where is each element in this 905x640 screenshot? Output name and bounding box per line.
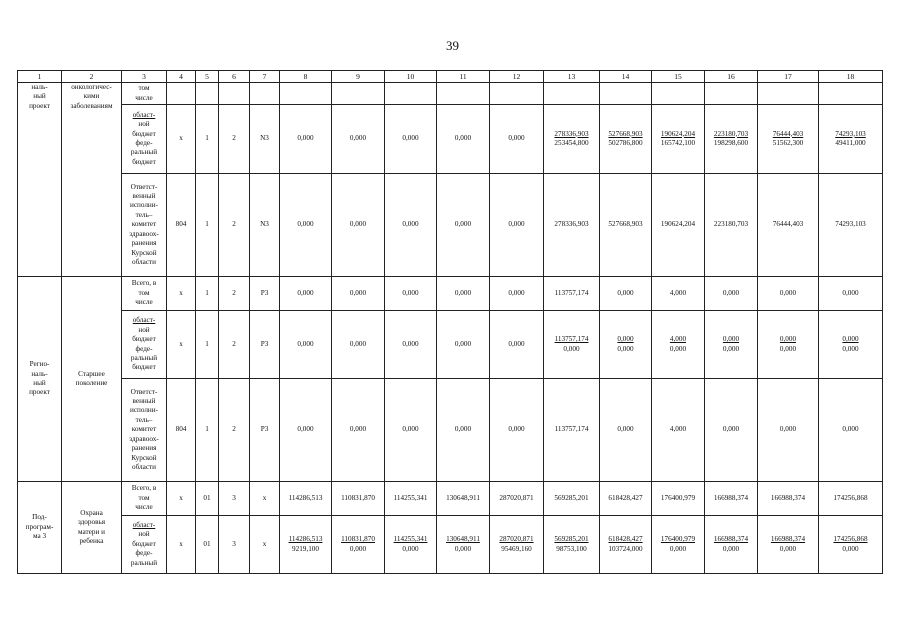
column-header: 3 — [122, 71, 167, 83]
cell-line: тель– — [135, 210, 153, 219]
value-cell: 01 — [196, 516, 219, 574]
value-cell — [437, 516, 490, 574]
value-cell: 0,000 — [437, 105, 490, 174]
cell-line: 0,000 — [779, 544, 797, 553]
column-header: 7 — [250, 71, 280, 83]
value-cell — [600, 516, 652, 574]
value-cell — [819, 311, 883, 379]
value-cell — [652, 311, 705, 379]
value-cell: N3 — [250, 105, 280, 174]
value-cell — [332, 516, 385, 574]
cell-line: Регио- — [29, 360, 50, 369]
empty-cell — [167, 83, 196, 105]
cell-line: ребенка — [79, 536, 104, 545]
value-cell: x — [250, 516, 280, 574]
value-cell: 223180,703 — [705, 174, 758, 277]
column-header: 2 — [62, 71, 122, 83]
value-cell: x — [250, 482, 280, 516]
cell-line: 198298,600 — [713, 139, 749, 147]
cell-line: ранения — [131, 444, 157, 453]
cell-line: програм- — [25, 522, 54, 531]
cell-line: числе — [135, 298, 153, 307]
table-row — [18, 516, 883, 574]
value-cell: 110831,870 — [332, 482, 385, 516]
source-cell — [122, 105, 167, 174]
value-cell — [385, 516, 437, 574]
value-cell — [600, 311, 652, 379]
cell-line: 0,000 — [722, 344, 740, 353]
cell-line: 618428,427 — [608, 535, 643, 544]
cell-line: област- — [132, 110, 156, 119]
page-number: 39 — [446, 38, 459, 53]
table-row — [18, 83, 883, 105]
cell-line: 253454,800 — [554, 139, 589, 147]
cell-line: 98753,100 — [556, 544, 587, 553]
value-cell: 0,000 — [758, 379, 819, 482]
cell-line: онкологичес- — [71, 83, 112, 91]
cell-line: заболеваниям — [70, 101, 113, 110]
table-row — [18, 311, 883, 379]
value-cell: 0,000 — [705, 379, 758, 482]
cell-line: Старшее — [78, 369, 105, 378]
cell-line: 0,000 — [669, 344, 687, 353]
empty-cell — [332, 83, 385, 105]
value-cell: N3 — [250, 174, 280, 277]
cell-line: 114286,513 — [288, 535, 323, 544]
value-cell: 2 — [219, 277, 250, 311]
empty-cell — [385, 83, 437, 105]
cell-line: ральный — [130, 558, 158, 567]
value-cell: 0,000 — [490, 277, 544, 311]
column-header: 16 — [705, 71, 758, 83]
cell-line: ранения — [131, 239, 157, 248]
cell-line: бюджет — [132, 539, 156, 548]
cell-line: бюджет — [132, 335, 156, 344]
value-cell: x — [167, 277, 196, 311]
cell-line: ный — [33, 92, 46, 101]
empty-cell — [250, 83, 280, 105]
cell-line: Ответст- — [130, 182, 158, 191]
column-header: 4 — [167, 71, 196, 83]
cell-line: 74293,103 — [835, 129, 866, 138]
value-cell: 114255,341 — [385, 482, 437, 516]
value-cell: 0,000 — [385, 174, 437, 277]
value-cell: 0,000 — [280, 311, 332, 379]
value-cell: 2 — [219, 379, 250, 482]
source-cell — [122, 311, 167, 379]
cell-line: 174256,868 — [833, 535, 868, 544]
cell-line: наль- — [31, 83, 48, 91]
cell-line: том — [138, 288, 150, 297]
value-cell: 174256,868 — [819, 482, 883, 516]
table-row — [18, 277, 883, 311]
value-cell — [652, 516, 705, 574]
value-cell: 1 — [196, 174, 219, 277]
cell-line: матери и — [78, 527, 105, 536]
cell-line: комитет — [131, 425, 157, 434]
value-cell: 0,000 — [437, 379, 490, 482]
cell-line: 0,000 — [563, 344, 580, 353]
cell-line: Охрана — [80, 508, 103, 517]
cell-line: 165742,100 — [660, 139, 696, 147]
table-row — [18, 482, 883, 516]
value-cell: 166988,374 — [705, 482, 758, 516]
cell-line: 0,000 — [842, 335, 859, 344]
value-cell — [544, 311, 600, 379]
value-cell: 0,000 — [490, 311, 544, 379]
value-cell: x — [167, 516, 196, 574]
cell-line: 166988,374 — [713, 535, 749, 544]
cell-line: Ответст- — [130, 387, 158, 396]
cell-line: ной — [138, 325, 150, 334]
cell-line: Всего, в — [131, 484, 157, 493]
empty-cell — [437, 83, 490, 105]
value-cell: 0,000 — [437, 174, 490, 277]
column-header: 10 — [385, 71, 437, 83]
cell-line: здравоох- — [129, 229, 159, 238]
value-cell — [705, 105, 758, 174]
value-cell: 01 — [196, 482, 219, 516]
value-cell: 0,000 — [600, 379, 652, 482]
column-header-row — [18, 71, 883, 83]
cell-line: 0,000 — [842, 544, 859, 553]
cell-line: феде- — [135, 139, 153, 147]
column-header: 15 — [652, 71, 705, 83]
project-name-cell — [62, 482, 122, 574]
cell-line: област- — [132, 316, 156, 325]
cell-line: Всего, в — [131, 279, 157, 288]
value-cell: 0,000 — [437, 277, 490, 311]
value-cell: 0,000 — [332, 105, 385, 174]
value-cell: 114286,513 — [280, 482, 332, 516]
value-cell — [819, 516, 883, 574]
cell-line: Курской — [131, 453, 157, 462]
value-cell: 804 — [167, 174, 196, 277]
value-cell — [705, 516, 758, 574]
source-cell — [122, 174, 167, 277]
table-row — [18, 379, 883, 482]
project-type-cell — [18, 83, 62, 277]
column-header: 13 — [544, 71, 600, 83]
cell-line: 0,000 — [779, 335, 797, 344]
source-cell — [122, 83, 167, 105]
empty-cell — [819, 83, 883, 105]
value-cell: x — [167, 482, 196, 516]
cell-line: поколение — [75, 379, 108, 387]
cell-line: исполни- — [129, 201, 159, 210]
cell-line: ральный — [130, 353, 158, 362]
cell-line: 0,000 — [454, 544, 472, 553]
value-cell: 0,000 — [490, 105, 544, 174]
value-cell: P3 — [250, 311, 280, 379]
cell-line: том — [138, 84, 150, 93]
value-cell: 3 — [219, 482, 250, 516]
cell-line: ной — [138, 120, 150, 129]
cell-line: бюджет — [132, 129, 156, 138]
value-cell: 569285,201 — [544, 482, 600, 516]
value-cell: 4,000 — [652, 379, 705, 482]
cell-line: 0,000 — [669, 544, 687, 553]
empty-cell — [196, 83, 219, 105]
value-cell: 0,000 — [705, 277, 758, 311]
cell-line: здравоох- — [129, 434, 159, 443]
value-cell — [758, 311, 819, 379]
cell-line: ный — [33, 379, 46, 387]
value-cell — [544, 105, 600, 174]
cell-line: ной — [138, 530, 150, 539]
empty-cell — [544, 83, 600, 105]
cell-line: 176400,979 — [660, 535, 696, 544]
cell-line: 76444,403 — [772, 129, 804, 138]
column-header: 17 — [758, 71, 819, 83]
project-type-cell — [18, 482, 62, 574]
value-cell: 166988,374 — [758, 482, 819, 516]
column-header: 6 — [219, 71, 250, 83]
cell-line: 0,000 — [722, 335, 740, 344]
cell-line: бюджет — [132, 363, 156, 372]
cell-line: 95469,160 — [501, 544, 532, 553]
cell-line: венный — [132, 397, 156, 406]
cell-line: венный — [132, 192, 156, 201]
value-cell: 76444,403 — [758, 174, 819, 277]
empty-cell — [280, 83, 332, 105]
empty-cell — [652, 83, 705, 105]
cell-line: 9219,100 — [292, 544, 319, 553]
cell-line: 0,000 — [722, 544, 740, 553]
value-cell: 176400,979 — [652, 482, 705, 516]
cell-line: 110831,870 — [341, 535, 375, 544]
value-cell: 0,000 — [332, 174, 385, 277]
cell-line: 287020,871 — [499, 535, 534, 544]
cell-line: здоровья — [77, 518, 106, 527]
column-header: 8 — [280, 71, 332, 83]
cell-line: Курской — [131, 248, 157, 257]
cell-line: 51562,300 — [772, 139, 804, 147]
cell-line: феде- — [135, 549, 153, 558]
value-cell — [819, 105, 883, 174]
cell-line: феде- — [135, 344, 153, 353]
value-cell: 1 — [196, 311, 219, 379]
value-cell: x — [167, 105, 196, 174]
value-cell: 74293,103 — [819, 174, 883, 277]
value-cell: 0,000 — [385, 379, 437, 482]
value-cell: 0,000 — [332, 311, 385, 379]
cell-line: 527668,903 — [608, 129, 643, 138]
empty-cell — [219, 83, 250, 105]
project-name-cell — [62, 83, 122, 277]
value-cell: 618428,427 — [600, 482, 652, 516]
cell-line: област- — [132, 520, 156, 529]
value-cell: 0,000 — [437, 311, 490, 379]
value-cell: 2 — [219, 174, 250, 277]
cell-line: ма 3 — [32, 532, 47, 541]
value-cell: 3 — [219, 516, 250, 574]
cell-line: комитет — [131, 220, 157, 229]
cell-line: 0,000 — [617, 344, 634, 353]
cell-line: тель– — [135, 415, 153, 424]
cell-line: Под- — [32, 513, 47, 522]
source-cell — [122, 277, 167, 311]
cell-line: 0,000 — [842, 344, 859, 353]
source-cell — [122, 482, 167, 516]
cell-line: 114255,341 — [393, 535, 428, 544]
value-cell: P3 — [250, 379, 280, 482]
value-cell: 0,000 — [819, 379, 883, 482]
value-cell — [600, 105, 652, 174]
value-cell — [544, 516, 600, 574]
cell-line: проект — [29, 101, 50, 110]
cell-line: бюджет — [132, 157, 156, 166]
column-header: 14 — [600, 71, 652, 83]
value-cell: 1 — [196, 277, 219, 311]
value-cell: 804 — [167, 379, 196, 482]
cell-line: 49411,000 — [835, 139, 866, 147]
cell-line: 278336,903 — [554, 129, 589, 138]
empty-cell — [758, 83, 819, 105]
cell-line: 0,000 — [617, 335, 634, 344]
value-cell: 0,000 — [819, 277, 883, 311]
project-name-cell — [62, 277, 122, 482]
cell-line: 166988,374 — [770, 535, 806, 544]
value-cell: 287020,871 — [490, 482, 544, 516]
cell-line: числе — [135, 503, 153, 512]
value-cell: 0,000 — [280, 174, 332, 277]
cell-line: 223180,703 — [713, 129, 749, 138]
value-cell: 113757,174 — [544, 379, 600, 482]
value-cell: 0,000 — [490, 379, 544, 482]
cell-line: числе — [135, 93, 153, 102]
cell-line: 113757,174 — [554, 335, 589, 344]
value-cell: 0,000 — [332, 277, 385, 311]
value-cell — [758, 516, 819, 574]
value-cell: 0,000 — [280, 105, 332, 174]
cell-line: исполни- — [129, 406, 159, 415]
cell-line: области — [131, 257, 157, 266]
value-cell: 0,000 — [385, 105, 437, 174]
empty-cell — [490, 83, 544, 105]
cell-line: 190624,204 — [660, 129, 696, 138]
cell-line: том — [138, 493, 150, 502]
value-cell — [758, 105, 819, 174]
cell-line: 130648,911 — [446, 535, 480, 544]
value-cell: 0,000 — [385, 277, 437, 311]
table-row — [18, 105, 883, 174]
source-cell — [122, 379, 167, 482]
value-cell — [705, 311, 758, 379]
column-header: 1 — [18, 71, 62, 83]
value-cell: 0,000 — [280, 277, 332, 311]
cell-line: наль- — [31, 369, 48, 378]
column-header: 5 — [196, 71, 219, 83]
value-cell — [280, 516, 332, 574]
value-cell: 190624,204 — [652, 174, 705, 277]
cell-line: кими — [83, 92, 100, 101]
value-cell: 113757,174 — [544, 277, 600, 311]
source-cell — [122, 516, 167, 574]
value-cell: 278336,903 — [544, 174, 600, 277]
cell-line: 4,000 — [669, 335, 687, 344]
value-cell: 0,000 — [600, 277, 652, 311]
project-type-cell — [18, 277, 62, 482]
cell-line: области — [131, 462, 157, 471]
cell-line: 0,000 — [349, 544, 367, 553]
cell-line: 103724,000 — [608, 544, 643, 553]
value-cell: P3 — [250, 277, 280, 311]
column-header: 18 — [819, 71, 883, 83]
value-cell: 1 — [196, 105, 219, 174]
value-cell: 4,000 — [652, 277, 705, 311]
cell-line: 0,000 — [402, 544, 419, 553]
value-cell: x — [167, 311, 196, 379]
budget-table — [17, 70, 883, 574]
value-cell: 0,000 — [280, 379, 332, 482]
table-row — [18, 174, 883, 277]
value-cell: 0,000 — [758, 277, 819, 311]
value-cell: 130648,911 — [437, 482, 490, 516]
value-cell: 2 — [219, 311, 250, 379]
cell-line: 569285,201 — [554, 535, 589, 544]
empty-cell — [600, 83, 652, 105]
column-header: 11 — [437, 71, 490, 83]
cell-line: проект — [29, 388, 50, 397]
value-cell: 1 — [196, 379, 219, 482]
column-header: 12 — [490, 71, 544, 83]
cell-line: 0,000 — [779, 344, 797, 353]
value-cell: 0,000 — [332, 379, 385, 482]
value-cell: 0,000 — [385, 311, 437, 379]
value-cell — [490, 516, 544, 574]
value-cell: 2 — [219, 105, 250, 174]
cell-line: ральный — [130, 148, 158, 157]
value-cell: 527668,903 — [600, 174, 652, 277]
empty-cell — [705, 83, 758, 105]
value-cell — [652, 105, 705, 174]
cell-line: 502786,800 — [608, 139, 643, 147]
column-header: 9 — [332, 71, 385, 83]
value-cell: 0,000 — [490, 174, 544, 277]
